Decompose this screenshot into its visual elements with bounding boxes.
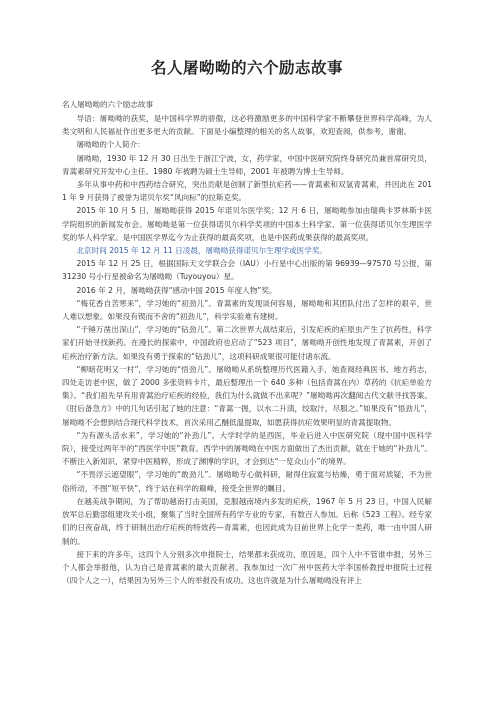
paragraph: “柳暗花明又一村”，学习她的“悟劲儿”。屠呦呦从系统整理历代医籍入手，她查阅经典医书、地方药志，四处走访老中医，做了 2000 多张资料卡片，最后整理出一个 640 多种（包括青蒿在内）草药的《抗疟单验方集》。“我们祖先早有用青蒿治疗疟疾的经验，我们为什么就做不出来呢？”屠呦呦再次翻阅古代文献寻找答案。《肘后备急方》中的几句话引起了她的注意：“青蒿一握，以水二升渍，绞取汁，尽服之。”如果没有“悟劲儿”，屠呦呦不会想到结合现代科学技术，首次采用乙醚低温提取，如愿获得抗疟效果明显的青蒿提取物。 — [62, 364, 433, 427]
paragraph: “梅花香自苦寒来”，学习她的“初劲儿”。青蒿素的发现谈何容易，屠呦呦和其团队付出了怎样的艰辛，世人难以想象。如果没有锲而不舍的“初劲儿”，科学实验难有建树。 — [62, 298, 432, 322]
paragraph: 2016 年 2 月，屠呦呦获得“感动中国 2015 年度人物”奖。 — [76, 285, 277, 295]
document-subtitle: 名人屠呦呦的六个励志故事 — [62, 100, 154, 109]
paragraph: 2015 年 10 月 5 日，屠呦呦获得 2015 年诺贝尔医学奖；12 月 6 日，屠呦呦参加由瑞典卡罗林斯卡医学院组织的新闻发布会。屠呦呦是第一位获得诺贝尔科学奖项的中国本土科学家、第一位获得诺贝尔生理医学奖的华人科学家。是中国医学界迄今为止获得的最高奖项，也是中医药成果获得的最高奖项。 — [62, 206, 432, 242]
paragraph: “千锤万凿出深山”，学习她的“钻劲儿”。第二次世界大战结束后，引发疟疾的疟原虫产生了抗药性，科学家们开始寻找新药。在漫长的探索中，中国政府也启动了“523 项目”，屠呦呦开创性地发现了青蒿素，开创了疟疾治疗新方法。如果没有勇于探索的“钻劲儿”，这项科研成果很可能付诸东流。 — [62, 325, 432, 361]
document-title: 名人屠呦呦的六个励志故事 — [150, 59, 343, 77]
document-body — [62, 112, 432, 587]
paragraph: 多年从事中药和中西药结合研究，突出贡献是创制了新型抗疟药——青蒿素和双氢青蒿素，并因此在 2011 年 9 月获得了被誉为诺贝尔奖“风向标”的拉斯克奖。 — [62, 180, 432, 203]
paragraph: “不畏浮云遮望眼”，学习她的“敢劲儿”。屠呦呦专心做科研，耐得住寂寞与枯燥，勇于面对质疑，不为世俗所动，不图“短平快”，终于站在科学的巅峰，接受全世界的瞩目。 — [62, 470, 432, 493]
paragraph: 2015 年 12 月 25 日，根据国际天文学联合会（IAU）小行星中心出版的第 96939—97570 号公报，第 31230 号小行星被命名为屠呦呦（Tuyouyou）星。 — [62, 259, 432, 282]
paragraph: 屠呦呦的个人简介： — [76, 140, 145, 150]
paragraph: 在越美战争期间，为了帮助越南打击美国，克服越南境内多发的疟疾，1967 年 5 月 23 日，中国人民解放军总后勤部组建攻关小组，聚集了当时全国所有药学专业的专家，有数百人参加。后称《523 工程》。经专家们的日夜奋战，终于研制出治疗疟疾的特效药—青蒿素，也因此成为目前世界上化学一类药，唯一由中国人研制的。 — [62, 496, 433, 546]
paragraph: 北京时间 2015 年 12 月 11 日凌晨，屠呦呦获得诺贝尔生理学或医学奖。 — [76, 246, 328, 256]
paragraph: 导语：屠呦呦的获奖，是中国科学界的骄傲，这必将激励更多的中国科学家不断攀登世界科学高峰，为人类文明和人民福祉作出更多更大的贡献。下面是小编整理的相关的名人故事，欢迎查阅，供参考，谢谢。 — [62, 114, 432, 137]
paragraph: “为有源头活水来”，学习她的“补劲儿”。大学时学的是西医，毕业后进入中医研究院（现中国中医科学院），接受过两年半的“西医学中医”教育。西学中的屠呦呦在中医方面做出了杰出贡献，就在于她的“补劲儿”。不断注入新知识，紧穿中医精粹，形成了渊博的学识，才会到达“一览众山小”的境界。 — [62, 430, 432, 467]
paragraph: 屠呦呦，1930 年 12 月 30 日出生于浙江宁波，女，药学家，中国中医研究院终身研究员兼首席研究员，青蒿素研究开发中心主任。1980 年被聘为硕士生导师，2001 年被聘为博士生导师。 — [62, 153, 432, 176]
paragraph: 接下来的许多年，这四个人分别多次申报院士，结果都未获成功，原因是，四个人中不管谁申报，另外三个人都会举报他，认为自己是青蒿素的最大贡献者。我参加过一次广州中医药大学李国桥教授申报院士过程（四个人之一），结果因为另外三个人的举报没有成功。这也许就是为什么屠呦呦没有评上 — [62, 549, 432, 586]
